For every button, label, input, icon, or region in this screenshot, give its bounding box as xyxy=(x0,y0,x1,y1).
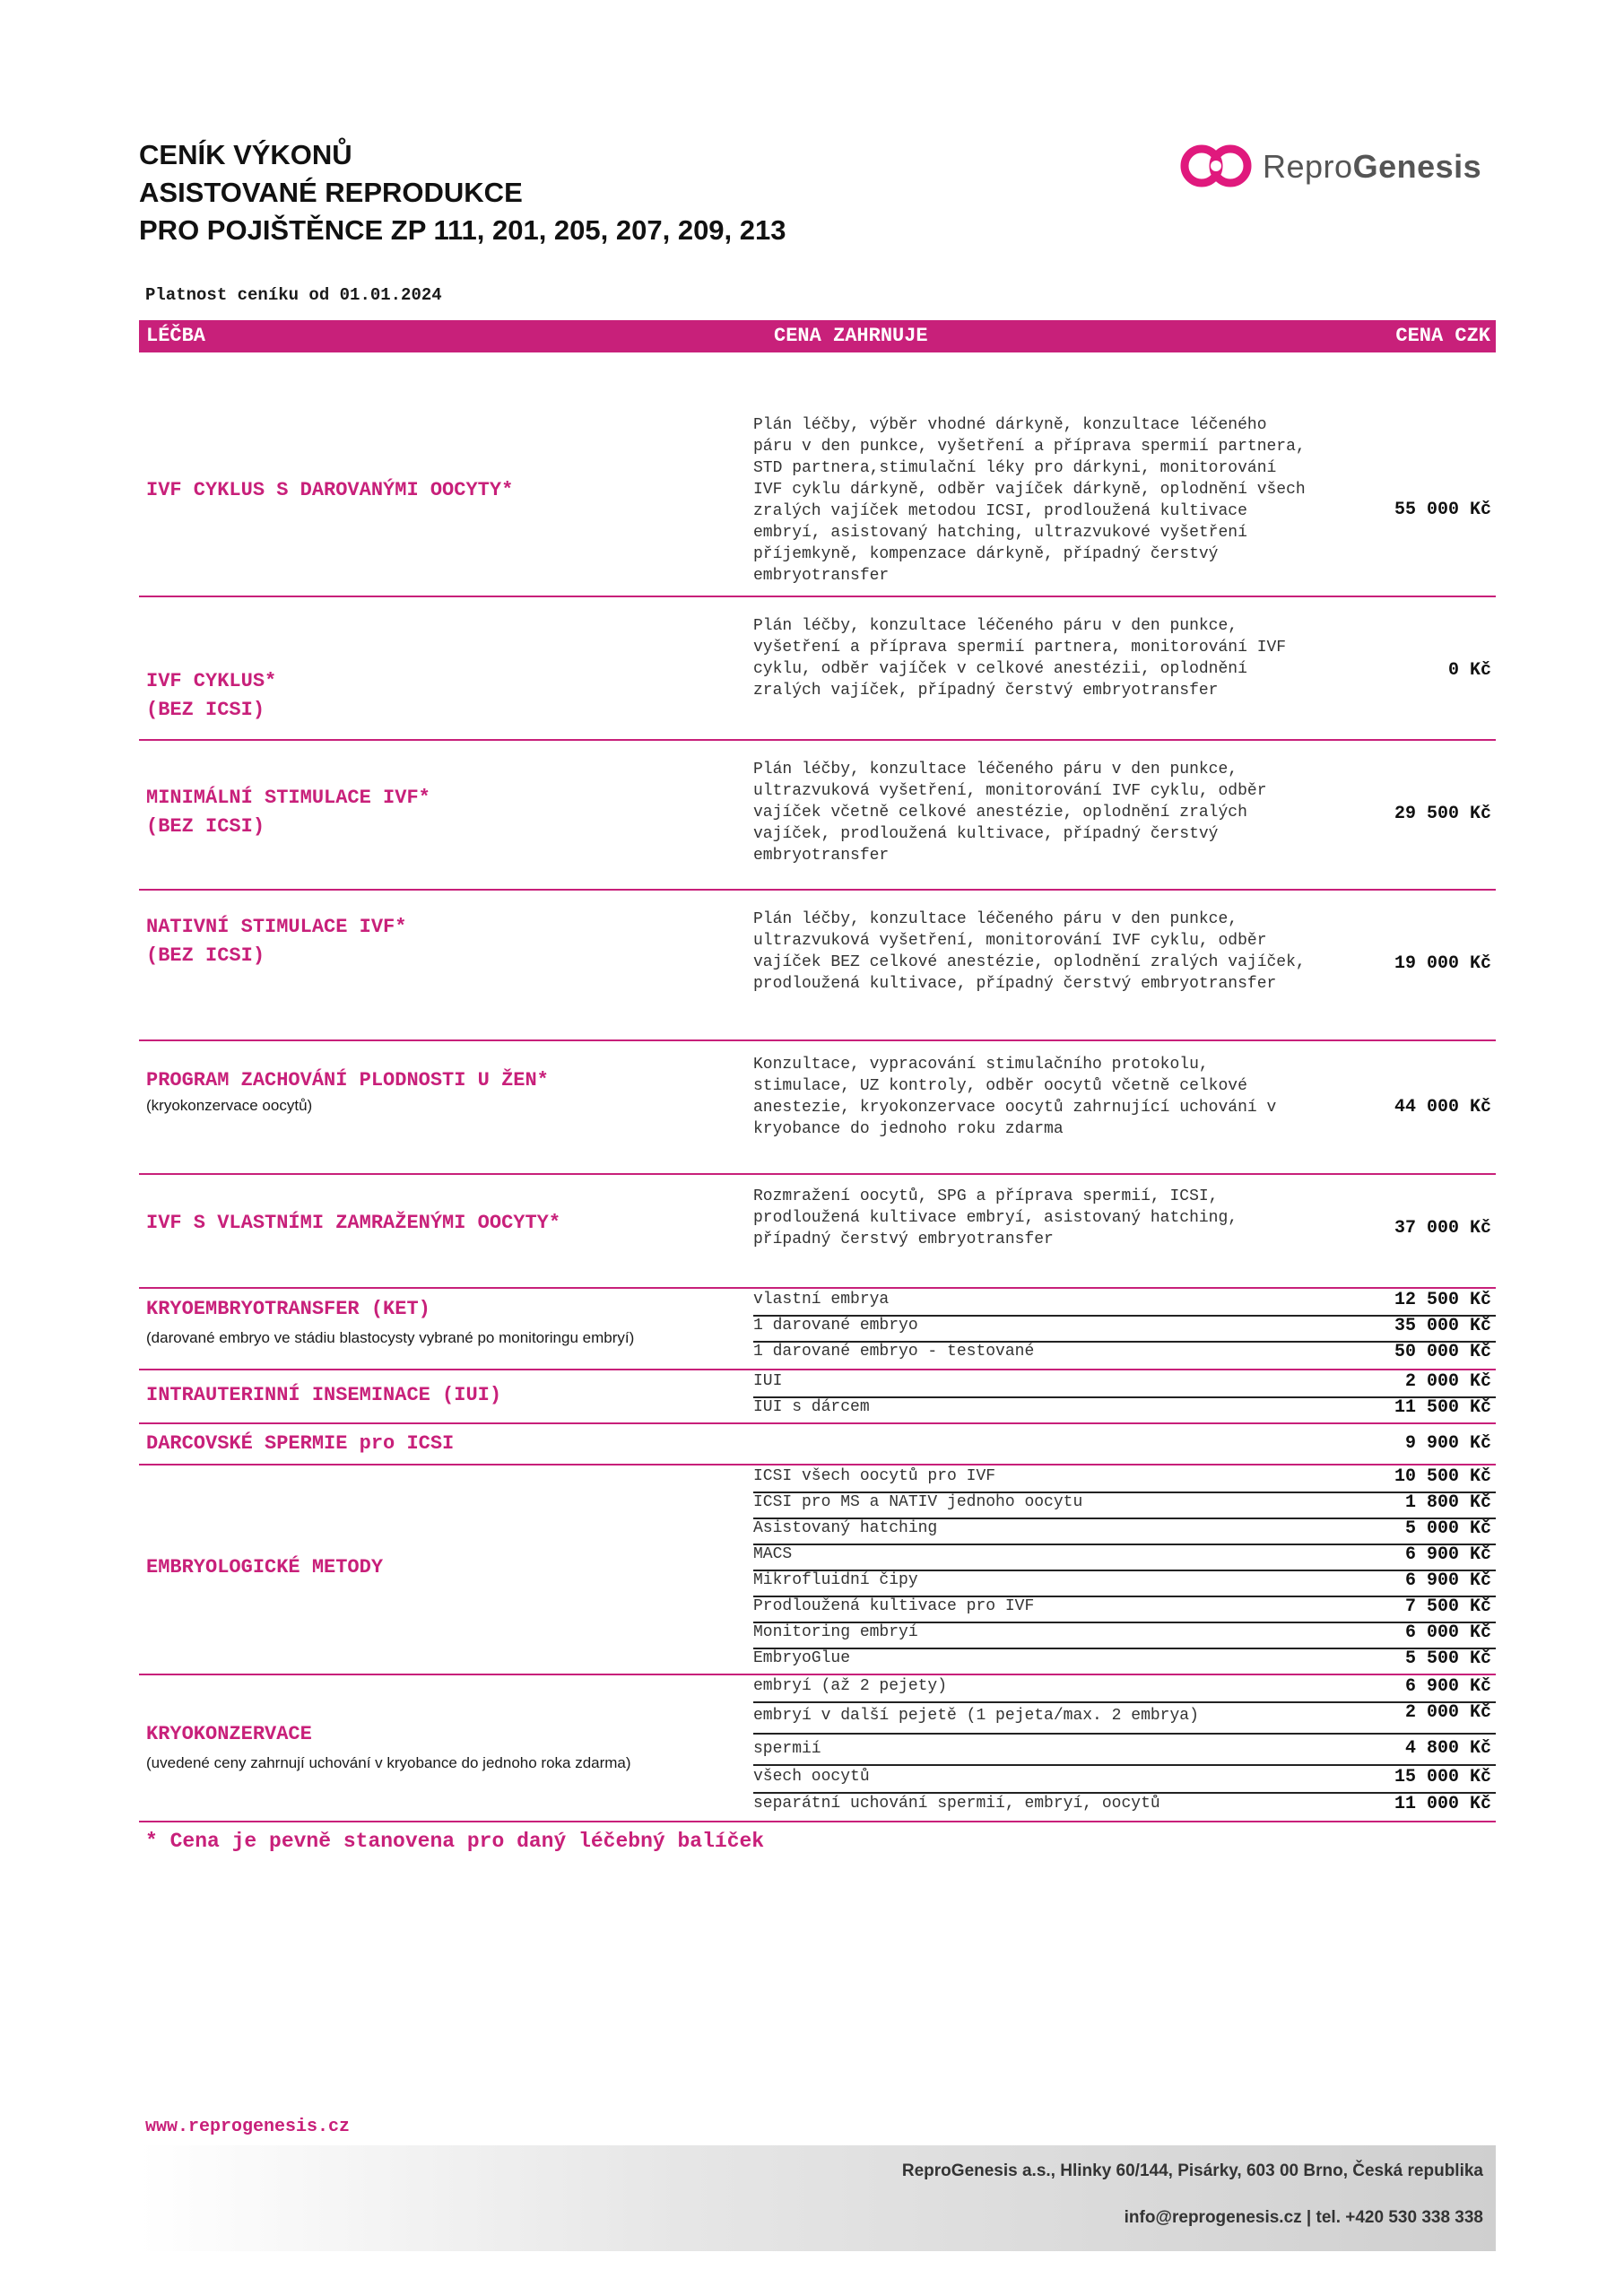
title-line-2: ASISTOVANÉ REPRODUKCE xyxy=(139,177,523,208)
header-treatment: LÉČBA xyxy=(146,325,206,347)
title-line-3: PRO POJIŠTĚNCE ZP 111, 201, 205, 207, 209, 213 xyxy=(139,214,786,246)
table-row-kryo xyxy=(139,1675,1496,1822)
subrow-label: spermií xyxy=(753,1740,821,1758)
price-subrow xyxy=(753,1518,1496,1545)
price-subrow xyxy=(753,1341,1496,1367)
subrow-price: 6 000 Kč xyxy=(1404,1622,1491,1643)
price-subrow xyxy=(753,1648,1496,1674)
treatment-note: (uvedené ceny zahrnují uchování v kryobance do jednoho roka zdarma) xyxy=(146,1754,631,1771)
treatment-price: 29 500 Kč xyxy=(1394,804,1491,824)
price-subrow xyxy=(753,1315,1496,1343)
price-subrow xyxy=(753,1675,1496,1703)
treatment-note: (darované embryo ve stádiu blastocysty vybrané po monitoringu embryí) xyxy=(146,1329,635,1346)
price-subrow xyxy=(753,1793,1496,1819)
treatment-description: Plán léčby, konzultace léčeného páru v den punkce, ultrazvuková vyšetření, monitorování IVF cyklu, odběr vajíček včetně celkové anestézie, oplodnění zralých vajíček, prodloužená kultivace, případný čerstvý embryotransfer xyxy=(753,761,1267,865)
treatment-name-line1: PROGRAM ZACHOVÁNÍ PLODNOSTI U ŽEN* xyxy=(146,1069,549,1091)
subrow-price: 6 900 Kč xyxy=(1404,1676,1491,1697)
footnote: * Cena je pevně stanovena pro daný léčebný balíček xyxy=(145,1830,765,1853)
subrow-price: 2 000 Kč xyxy=(1404,1702,1491,1723)
subrow-label: embryí v další pejetě (1 pejeta/max. 2 embrya) xyxy=(753,1707,1199,1725)
subrow-label: vlastní embrya xyxy=(753,1291,890,1309)
price-subrow xyxy=(753,1701,1496,1735)
price-subrow xyxy=(753,1622,1496,1649)
subrow-price: 11 000 Kč xyxy=(1394,1794,1491,1814)
treatment-description: Plán léčby, konzultace léčeného páru v den punkce, vyšetření a příprava spermií partnera, monitorování IVF cyklu, odběr vajíček v celkové anestézii, oplodnění zralých vajíček, případný čerstvý embryotransfer xyxy=(753,617,1287,700)
subrow-price: 4 800 Kč xyxy=(1404,1738,1491,1759)
subrow-price: 35 000 Kč xyxy=(1394,1316,1491,1336)
treatment-name xyxy=(146,784,430,841)
logo-text-light: Repro xyxy=(1263,148,1353,185)
subrow-price: 5 000 Kč xyxy=(1404,1518,1491,1539)
table-row xyxy=(139,1041,1496,1175)
subrow-label: embryí (až 2 pejety) xyxy=(753,1677,948,1695)
price-subrow xyxy=(753,1544,1496,1571)
treatment-price: 0 Kč xyxy=(1447,660,1491,681)
subrow-label: EmbryoGlue xyxy=(753,1649,851,1667)
price-table xyxy=(139,320,1496,1822)
table-row-sperm xyxy=(139,1424,1496,1465)
price-subrow xyxy=(753,1465,1496,1493)
logo-mark-icon xyxy=(1175,139,1257,193)
price-subrow xyxy=(753,1396,1496,1422)
subrow-label: ICSI pro MS a NATIV jednoho oocytu xyxy=(753,1493,1083,1511)
table-header xyxy=(139,320,1496,352)
treatment-price: 19 000 Kč xyxy=(1394,953,1491,974)
subrow-price: 15 000 Kč xyxy=(1394,1767,1491,1787)
treatment-price: 44 000 Kč xyxy=(1394,1097,1491,1118)
treatment-name: IVF S VLASTNÍMI ZAMRAŽENÝMI OOCYTY* xyxy=(146,1212,561,1234)
subrow-price: 7 500 Kč xyxy=(1404,1596,1491,1617)
subrow-price: 50 000 Kč xyxy=(1394,1342,1491,1362)
treatment-name: EMBRYOLOGICKÉ METODY xyxy=(146,1556,384,1578)
subrow-label: 1 darované embryo - testované xyxy=(753,1343,1035,1361)
table-row xyxy=(139,741,1496,891)
treatment-name: IVF CYKLUS S DAROVANÝMI OOCYTY* xyxy=(146,479,514,501)
treatment-description: Konzultace, vypracování stimulačního protokolu, stimulace, UZ kontroly, odběr oocytů včetně celkové anestezie, kryokonzervace oocytů zahrnující uchování v kryobance do jednoho roku zdarma xyxy=(753,1056,1277,1138)
table-row xyxy=(139,891,1496,1041)
subrow-price: 6 900 Kč xyxy=(1404,1570,1491,1591)
treatment-name xyxy=(146,1295,634,1349)
treatment-description: Plán léčby, výběr vhodné dárkyně, konzultace léčeného páru v den punkce, vyšetření a příprava spermií partnera, STD partnera,stimulační léky pro dárkyni, monitorování IVF cyklu dárkyně, odběr vajíček dárkyně, oplodnění všech zralých vajíček metodou ICSI, prodloužená kultivace embryí, asistovaný hatching, ultrazvukové vyšetření příjemkyně, kompenzace dárkyně, případný čerstvý embryotransfer xyxy=(753,416,1306,585)
treatment-name xyxy=(146,1720,631,1774)
treatment-name-line1: IVF CYKLUS* xyxy=(146,670,277,692)
subrow-price: 10 500 Kč xyxy=(1394,1466,1491,1487)
subrow-price: 6 900 Kč xyxy=(1404,1544,1491,1565)
treatment-name-line1: KRYOEMBRYOTRANSFER (KET) xyxy=(146,1298,430,1320)
treatment-name-line2: (BEZ ICSI) xyxy=(146,815,265,838)
logo-text-bold: Genesis xyxy=(1352,148,1482,185)
price-subrow xyxy=(753,1735,1496,1766)
subrow-price: 2 000 Kč xyxy=(1404,1371,1491,1392)
header-includes: CENA ZAHRNUJE xyxy=(774,325,928,347)
header-price: CENA CZK xyxy=(1395,325,1490,347)
subrow-label: Asistovaný hatching xyxy=(753,1519,938,1537)
subrow-price: 12 500 Kč xyxy=(1394,1290,1491,1310)
treatment-name xyxy=(146,913,406,970)
treatment-price: 9 900 Kč xyxy=(1404,1433,1491,1454)
table-row-iui xyxy=(139,1370,1496,1424)
treatment-name xyxy=(146,1066,549,1117)
price-subrow xyxy=(753,1596,1496,1623)
subrow-label: všech oocytů xyxy=(753,1768,870,1786)
logo-text xyxy=(1263,148,1481,186)
price-subrow xyxy=(753,1570,1496,1597)
treatment-price: 55 000 Kč xyxy=(1394,500,1491,520)
subrow-label: ICSI všech oocytů pro IVF xyxy=(753,1467,996,1485)
subrow-label: separátní uchování spermií, embryí, oocytů xyxy=(753,1795,1160,1813)
price-subrow xyxy=(753,1492,1496,1519)
treatment-name: INTRAUTERINNÍ INSEMINACE (IUI) xyxy=(146,1384,502,1406)
footer-address: ReproGenesis a.s., Hlinky 60/144, Pisárky, 603 00 Brno, Česká republika xyxy=(901,2161,1483,2180)
price-subrow xyxy=(753,1370,1496,1398)
reprogenesis-logo xyxy=(1175,139,1498,193)
subrow-label: IUI xyxy=(753,1372,783,1390)
table-row-ket xyxy=(139,1289,1496,1370)
subrow-price: 11 500 Kč xyxy=(1394,1397,1491,1418)
subrow-label: IUI s dárcem xyxy=(753,1398,870,1416)
table-row xyxy=(139,1175,1496,1289)
treatment-name-line1: MINIMÁLNÍ STIMULACE IVF* xyxy=(146,787,430,809)
page-footer xyxy=(139,2145,1496,2251)
treatment-price: 37 000 Kč xyxy=(1394,1218,1491,1239)
treatment-name-line2: (BEZ ICSI) xyxy=(146,699,265,721)
page-title xyxy=(139,136,786,249)
treatment-name-line1: NATIVNÍ STIMULACE IVF* xyxy=(146,916,407,938)
footer-contact: info@reprogenesis.cz | tel. +420 530 338 338 xyxy=(1124,2208,1483,2227)
treatment-name xyxy=(146,667,276,725)
treatment-note: (kryokonzervace oocytů) xyxy=(146,1097,313,1114)
price-subrow xyxy=(753,1289,1496,1317)
table-row-embryology xyxy=(139,1465,1496,1675)
treatment-description: Plán léčby, konzultace léčeného páru v den punkce, ultrazvuková vyšetření, monitorování IVF cyklu, odběr vajíček BEZ celkové anestézie, oplodnění zralých vajíček, prodloužená kultivace, případný čerstvý embryotransfer xyxy=(753,910,1306,993)
subrow-label: MACS xyxy=(753,1545,793,1563)
title-line-1: CENÍK VÝKONŮ xyxy=(139,139,352,170)
treatment-description: Rozmražení oocytů, SPG a příprava spermií, ICSI, prodloužená kultivace embryí, asistovaný hatching, případný čerstvý embryotransfer xyxy=(753,1187,1238,1248)
subrow-price: 1 800 Kč xyxy=(1404,1492,1491,1513)
table-row xyxy=(139,352,1496,597)
price-subrow xyxy=(753,1766,1496,1794)
subrow-label: Monitoring embryí xyxy=(753,1623,918,1641)
website-link[interactable]: www.reprogenesis.cz xyxy=(145,2117,351,2137)
treatment-name: DARCOVSKÉ SPERMIE pro ICSI xyxy=(146,1432,455,1455)
subrow-price: 5 500 Kč xyxy=(1404,1648,1491,1669)
table-row xyxy=(139,597,1496,741)
validity-date: Platnost ceníku od 01.01.2024 xyxy=(145,285,442,305)
treatment-name-line1: KRYOKONZERVACE xyxy=(146,1723,312,1745)
subrow-label: Prodloužená kultivace pro IVF xyxy=(753,1597,1035,1615)
subrow-label: 1 darované embryo xyxy=(753,1317,918,1335)
treatment-name-line2: (BEZ ICSI) xyxy=(146,944,265,967)
subrow-label: Mikrofluidní čipy xyxy=(753,1571,918,1589)
